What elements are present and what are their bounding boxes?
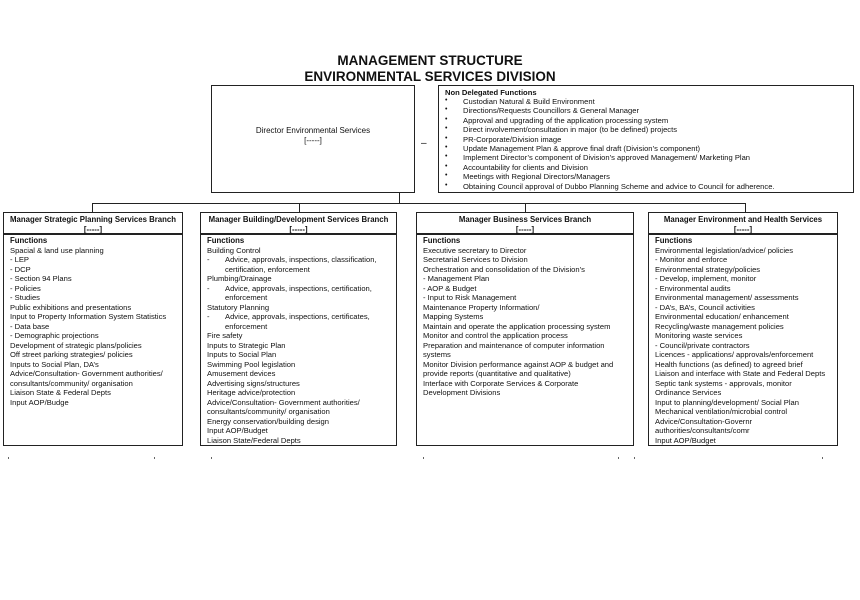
- function-item-text: - LEP: [10, 255, 29, 264]
- function-item-text: Development of strategic plans/policies: [10, 340, 142, 350]
- bullet-icon: •: [445, 153, 448, 161]
- branch-functions-environment-health: [648, 234, 838, 446]
- function-item: [655, 350, 837, 360]
- function-item-text: enforcement: [225, 321, 268, 331]
- function-item-text: Fire safety: [207, 331, 243, 340]
- function-item: [655, 312, 837, 322]
- function-item: [423, 331, 633, 341]
- function-item: [655, 407, 837, 417]
- connector-director-down: [399, 193, 400, 203]
- function-item-text: - DCP: [10, 264, 31, 274]
- functions-heading: Functions: [655, 236, 693, 245]
- function-item: [207, 388, 396, 398]
- function-item-dash: -: [207, 312, 210, 321]
- non-delegated-item-text: Meetings with Regional Directors/Managers: [463, 172, 610, 182]
- function-item: [10, 360, 182, 370]
- function-item-text: - Studies: [10, 293, 40, 302]
- function-item-dash: -: [207, 283, 210, 293]
- function-item-text: systems: [423, 350, 451, 359]
- function-item: [423, 350, 633, 360]
- function-item: [655, 388, 837, 398]
- function-item: [423, 312, 633, 322]
- functions-heading: Functions: [10, 236, 48, 245]
- function-item: [423, 265, 633, 275]
- function-item: [423, 293, 633, 303]
- function-item-text: - Council/private contractors: [655, 340, 750, 350]
- non-delegated-item-text: Accountability for clients and Division: [463, 162, 588, 172]
- branch-functions-building-development: [200, 234, 397, 446]
- function-item: [655, 379, 837, 389]
- function-item: [423, 388, 633, 398]
- function-item-text: consultants/community/ organisation: [207, 407, 330, 416]
- branch-placeholder: [-----]: [289, 224, 308, 234]
- function-item: [10, 331, 182, 341]
- function-item-text: authorities/consultants/comr: [655, 426, 750, 435]
- function-item: [423, 274, 633, 284]
- function-item-text: Amusement devices: [207, 369, 276, 378]
- function-item-text: - Data base: [10, 321, 50, 331]
- non-delegated-item: [445, 125, 775, 134]
- bullet-icon: •: [445, 144, 448, 152]
- function-item: [207, 284, 396, 294]
- function-item: [10, 341, 182, 351]
- function-item: [655, 331, 837, 341]
- function-item: [655, 265, 837, 275]
- function-item: [207, 379, 396, 389]
- page-title-line2: ENVIRONMENTAL SERVICES DIVISION: [304, 69, 556, 84]
- branch-placeholder: [-----]: [515, 224, 535, 234]
- function-item: [10, 255, 182, 265]
- connector-branch-3: [525, 203, 526, 212]
- function-item-text: Health functions (as defined) to agreed brief: [655, 359, 803, 369]
- function-item-text: Interface with Corporate Services & Corporate: [423, 378, 579, 388]
- bullet-icon: •: [445, 106, 448, 114]
- non-delegated-item: [445, 135, 775, 144]
- function-item: [423, 341, 633, 351]
- function-item: [207, 293, 396, 303]
- function-item-text: Development Divisions: [423, 388, 501, 397]
- function-item-text: Septic tank systems - approvals, monitor: [655, 378, 792, 388]
- function-item-text: Advice/Consultation- Government authorities/: [10, 369, 163, 378]
- function-item: [207, 274, 396, 284]
- non-delegated-item-text: Custodian Natural & Build Environment: [463, 97, 595, 106]
- bullet-icon: •: [445, 181, 448, 189]
- function-item: [207, 246, 396, 256]
- function-item: [207, 426, 396, 436]
- function-item-text: Environmental education/ enhancement: [655, 312, 789, 321]
- function-item: [655, 360, 837, 370]
- connector-branch-4: [745, 203, 746, 212]
- non-delegated-item: [445, 172, 775, 181]
- function-item-text: Spacial & land use planning: [10, 245, 104, 255]
- function-item-dash: -: [207, 255, 210, 264]
- function-item: [423, 255, 633, 265]
- function-item: [10, 303, 182, 313]
- function-item: [10, 369, 182, 379]
- function-item: [207, 265, 396, 275]
- functions-heading: Functions: [207, 236, 245, 245]
- connector-branch-2: [299, 203, 300, 212]
- function-item: [207, 322, 396, 332]
- functions-list: [207, 246, 396, 446]
- function-item: [207, 417, 396, 427]
- function-item-text: - Input to Risk Management: [423, 293, 517, 302]
- branch-placeholder: [-----]: [83, 224, 103, 234]
- function-item-text: Advice/Consultation-Governr: [655, 416, 753, 426]
- function-item: [10, 284, 182, 294]
- function-item-text: Recycling/waste management policies: [655, 321, 784, 331]
- bullet-icon: •: [445, 125, 448, 133]
- function-item: [655, 426, 837, 436]
- function-item-text: Advice/Consultation- Government authorities/: [207, 397, 360, 407]
- function-item-text: Monitoring waste services: [655, 331, 743, 340]
- functions-list: [655, 246, 837, 446]
- function-item-text: - Demographic projections: [10, 331, 99, 340]
- function-item-text: Input AOP/Budget: [207, 426, 268, 435]
- branch-placeholder: [-----]: [733, 224, 753, 234]
- function-item-text: Licences - applications/ approvals/enforcement: [655, 350, 814, 359]
- function-item-text: - AOP & Budget: [423, 283, 477, 293]
- function-item: [207, 331, 396, 341]
- function-item-text: Liaison State/Federal Depts: [207, 435, 301, 445]
- connector-branch-1: [92, 203, 93, 212]
- function-item: [10, 350, 182, 360]
- bullet-icon: •: [445, 172, 448, 180]
- branch-title: Manager Business Services Branch: [458, 215, 592, 224]
- function-item-text: Monitor and control the application process: [423, 331, 568, 340]
- function-item: [423, 284, 633, 294]
- function-item: [10, 322, 182, 332]
- function-item-text: Secretarial Services to Division: [423, 255, 528, 264]
- non-delegated-item-text: Approval and upgrading of the application processing system: [463, 115, 669, 125]
- function-item: [655, 293, 837, 303]
- non-delegated-item: [445, 106, 775, 115]
- function-item-text: Input AOP/Budget: [655, 435, 716, 445]
- function-item: [207, 303, 396, 313]
- function-item: [10, 379, 182, 389]
- function-item: [655, 398, 837, 408]
- functions-list: [423, 246, 633, 398]
- function-item-text: Advertising signs/structures: [207, 378, 300, 388]
- function-item: [10, 274, 182, 284]
- branch-header-building-development: [200, 212, 397, 234]
- function-item: [655, 274, 837, 284]
- function-item-text: Preparation and maintenance of computer information: [423, 340, 605, 350]
- function-item-text: Input to planning/development/ Social Plan: [655, 397, 799, 407]
- function-item-text: Plumbing/Drainage: [207, 274, 272, 283]
- non-delegated-item-text: Implement Director’s component of Division’s approved Management/ Marketing Plan: [463, 153, 751, 163]
- scan-mark: [8, 457, 9, 459]
- director-name: Director Environmental Services: [255, 126, 371, 135]
- function-item-text: Public exhibitions and presentations: [10, 302, 132, 312]
- function-item: [207, 407, 396, 417]
- scan-mark: [423, 457, 424, 459]
- scan-mark: [822, 457, 823, 459]
- function-item: [10, 388, 182, 398]
- scan-mark: [618, 457, 619, 459]
- function-item-text: Advice, approvals, inspections, classification,: [225, 255, 377, 264]
- non-delegated-functions-box: [438, 85, 854, 193]
- function-item-text: Monitor Division performance against AOP & budget and: [423, 359, 614, 369]
- branch-functions-strategic-planning: [3, 234, 183, 446]
- non-delegated-item: [445, 182, 775, 191]
- non-delegated-item: [445, 97, 775, 106]
- function-item: [10, 312, 182, 322]
- non-delegated-item-text: Update Management Plan & approve final draft (Division’s component): [463, 144, 701, 154]
- function-item-text: Advice, approvals, inspections, certificates,: [225, 312, 370, 321]
- function-item-text: Building Control: [207, 245, 261, 255]
- function-item-text: Environmental management/ assessments: [655, 293, 799, 302]
- function-item-text: Executive secretary to Director: [423, 245, 527, 255]
- function-item: [423, 303, 633, 313]
- function-item: [423, 360, 633, 370]
- function-item-text: Input AOP/Budge: [10, 397, 69, 407]
- function-item: [207, 369, 396, 379]
- function-item: [423, 322, 633, 332]
- function-item: [655, 255, 837, 265]
- function-item-text: - Policies: [10, 283, 41, 293]
- function-item-text: Inputs to Social Plan: [207, 350, 277, 359]
- function-item: [655, 246, 837, 256]
- function-item-text: Energy conservation/building design: [207, 416, 330, 426]
- director-placeholder: [-----]: [304, 136, 322, 145]
- function-item: [207, 255, 396, 265]
- function-item: [655, 303, 837, 313]
- function-item: [207, 312, 396, 322]
- non-delegated-item: [445, 153, 775, 162]
- function-item: [423, 246, 633, 256]
- function-item-text: Mechanical ventilation/microbial control: [655, 407, 788, 416]
- function-item-text: - Management Plan: [423, 274, 490, 283]
- function-item: [207, 398, 396, 408]
- bullet-icon: •: [445, 97, 448, 104]
- function-item: [207, 360, 396, 370]
- function-item-text: Off street parking strategies/ policies: [10, 350, 133, 359]
- function-item: [10, 265, 182, 275]
- branch-header-environment-health: [648, 212, 838, 234]
- function-item-text: Maintenance Property Information/: [423, 302, 540, 312]
- function-item-text: Orchestration and consolidation of the Division’s: [423, 264, 585, 274]
- function-item: [655, 369, 837, 379]
- connector-horizontal: [92, 203, 746, 204]
- non-delegated-item-text: Direct involvement/consultation in major (to be defined) projects: [463, 125, 677, 135]
- branch-functions-business-services: [416, 234, 634, 446]
- non-delegated-item-text: Directions/Requests Councillors & General Manager: [463, 106, 640, 116]
- non-delegated-item: [445, 163, 775, 172]
- function-item-text: - Environmental audits: [655, 283, 731, 293]
- function-item-text: Environmental legislation/advice/ policies: [655, 245, 794, 255]
- function-item: [655, 322, 837, 332]
- function-item: [423, 369, 633, 379]
- function-item-text: Heritage advice/protection: [207, 388, 296, 397]
- function-item: [10, 246, 182, 256]
- branch-title: Manager Strategic Planning Services Branch: [10, 215, 176, 224]
- function-item: [655, 436, 837, 446]
- scan-mark: [211, 457, 212, 459]
- non-delegated-heading: Non Delegated Functions: [445, 88, 537, 97]
- function-item-text: - Monitor and enforce: [655, 255, 728, 264]
- scan-mark: [634, 457, 635, 459]
- function-item-text: Inputs to Strategic Plan: [207, 340, 286, 350]
- branch-title: Manager Environment and Health Services: [663, 215, 823, 224]
- function-item-text: Ordinance Services: [655, 388, 722, 397]
- function-item-text: Inputs to Social Plan, DA’s: [10, 359, 99, 369]
- function-item-text: consultants/community/ organisation: [10, 378, 133, 388]
- connector-dash: –: [421, 138, 427, 149]
- director-box: [211, 85, 415, 193]
- function-item-text: enforcement: [225, 293, 268, 302]
- non-delegated-item-text: PR-Corporate/Division image: [463, 134, 562, 144]
- non-delegated-item: [445, 116, 775, 125]
- function-item-text: provide reports (quantitative and qualitative): [423, 369, 571, 378]
- function-item: [207, 341, 396, 351]
- bullet-icon: •: [445, 115, 448, 123]
- function-item: [423, 379, 633, 389]
- function-item-text: Advice, approvals, inspections, certification,: [225, 283, 372, 293]
- function-item-text: Maintain and operate the application processing system: [423, 321, 611, 331]
- function-item-text: Liaison State & Federal Depts: [10, 388, 111, 397]
- non-delegated-item: [445, 144, 775, 153]
- functions-list: [10, 246, 182, 408]
- scan-mark: [154, 457, 155, 459]
- function-item-text: Swimming Pool legislation: [207, 359, 296, 369]
- function-item: [10, 398, 182, 408]
- function-item-text: - Develop, implement, monitor: [655, 274, 757, 283]
- function-item-text: Input to Property Information System Statistics: [10, 312, 167, 321]
- function-item-text: Liaison and interface with State and Federal Depts: [655, 369, 826, 378]
- function-item: [655, 341, 837, 351]
- function-item: [655, 284, 837, 294]
- non-delegated-list: [445, 97, 775, 191]
- function-item-text: Environmental strategy/policies: [655, 264, 761, 274]
- function-item: [207, 350, 396, 360]
- bullet-icon: •: [445, 162, 448, 170]
- function-item: [207, 436, 396, 446]
- branch-title: Manager Building/Development Services Branch: [208, 215, 389, 224]
- bullet-icon: •: [445, 134, 448, 142]
- page-title-line1: MANAGEMENT STRUCTURE: [337, 53, 523, 68]
- function-item-text: - Section 94 Plans: [10, 274, 72, 283]
- function-item-text: - DA’s, BA’s, Council activities: [655, 302, 755, 312]
- function-item-text: Statutory Planning: [207, 302, 270, 312]
- function-item: [655, 417, 837, 427]
- function-item: [10, 293, 182, 303]
- non-delegated-item-text: Obtaining Council approval of Dubbo Planning Scheme and advice to Council for adherence.: [463, 181, 775, 191]
- function-item-text: certification, enforcement: [225, 264, 310, 274]
- branch-header-strategic-planning: [3, 212, 183, 234]
- function-item-text: Mapping Systems: [423, 312, 484, 321]
- branch-header-business-services: [416, 212, 634, 234]
- functions-heading: Functions: [423, 236, 461, 245]
